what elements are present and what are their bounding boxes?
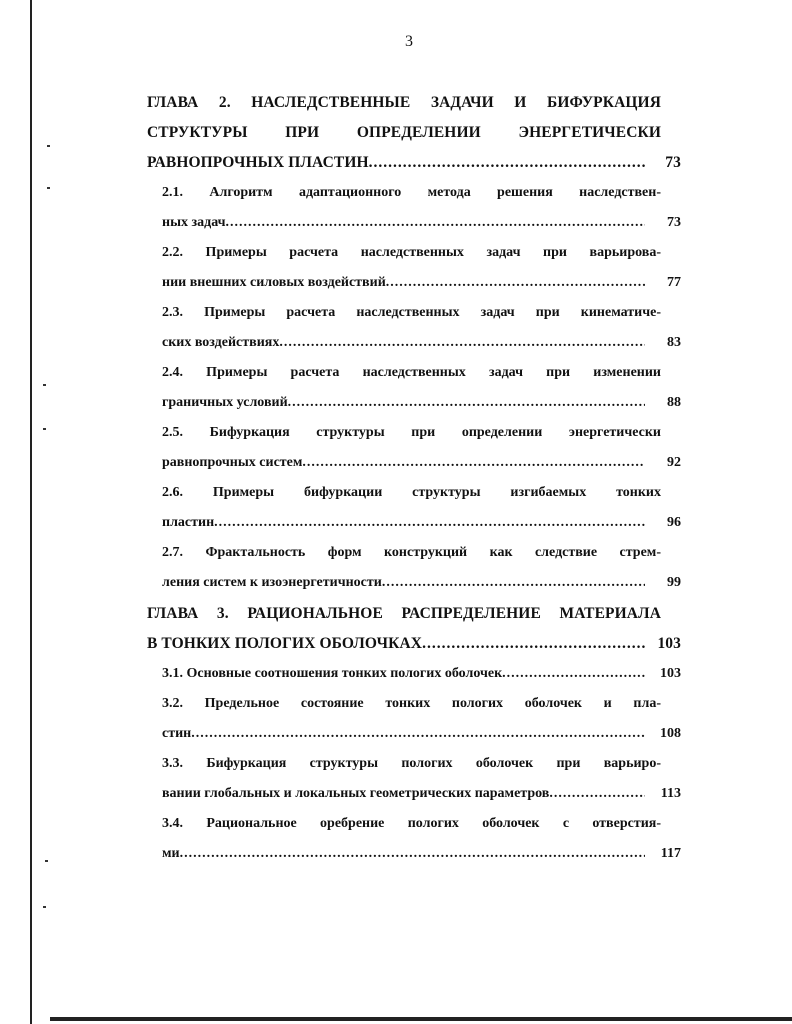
toc-entry-last-line xyxy=(162,448,681,478)
scan-left-edge xyxy=(30,0,32,1024)
dot-leader xyxy=(502,659,645,689)
toc-chapter-3 xyxy=(147,599,695,659)
toc-line: 2.1. Алгоритм адаптационного метода решения наследствен- xyxy=(162,185,661,200)
toc-entry-last-line xyxy=(162,779,681,809)
toc-section-3-2 xyxy=(147,689,695,749)
toc-section-2-5 xyxy=(147,418,695,478)
toc-section-2-4 xyxy=(147,358,695,418)
toc-page-number: 92 xyxy=(667,455,681,470)
toc-line: 2.2. Примеры расчета наследственных задач при варьирова- xyxy=(162,245,661,260)
toc-page-number: 96 xyxy=(667,515,681,530)
dot-leader xyxy=(288,388,645,418)
table-of-contents xyxy=(147,88,695,869)
dot-leader xyxy=(382,568,645,598)
toc-title: равнопрочных систем xyxy=(162,455,303,470)
dot-leader xyxy=(386,268,645,298)
toc-line: ГЛАВА 2. НАСЛЕДСТВЕННЫЕ ЗАДАЧИ И БИФУРКАЦИЯ xyxy=(147,94,661,111)
page-number: 3 xyxy=(405,33,413,50)
toc-section-3-3 xyxy=(147,749,695,809)
toc-title: граничных условий xyxy=(162,395,288,410)
toc-title: ных задач xyxy=(162,215,226,230)
toc-page-number: 108 xyxy=(660,726,681,741)
toc-page-number: 103 xyxy=(657,635,681,652)
toc-line: 3.3. Бифуркация структуры пологих оболочек при варьиро- xyxy=(162,756,661,771)
dot-leader xyxy=(191,719,645,749)
toc-title: РАВНОПРОЧНЫХ ПЛАСТИН xyxy=(147,154,369,171)
toc-page-number: 113 xyxy=(660,786,681,801)
dot-leader xyxy=(279,328,645,358)
toc-title: пластин xyxy=(162,515,215,530)
toc-entry-last-line xyxy=(162,719,681,749)
scan-speck xyxy=(45,860,48,862)
dot-leader xyxy=(369,148,645,178)
toc-line: 2.3. Примеры расчета наследственных задач при кинематиче- xyxy=(162,305,661,320)
toc-line: ГЛАВА 3. РАЦИОНАЛЬНОЕ РАСПРЕДЕЛЕНИЕ МАТЕРИАЛА xyxy=(147,605,661,622)
toc-section-2-6 xyxy=(147,478,695,538)
dot-leader xyxy=(422,629,645,659)
toc-line: 3.4. Рациональное оребрение пологих оболочек с отверстия- xyxy=(162,816,661,831)
toc-page-number: 103 xyxy=(660,666,681,681)
toc-line: 2.4. Примеры расчета наследственных задач при изменении xyxy=(162,365,661,380)
toc-page-number: 88 xyxy=(667,395,681,410)
toc-page-number: 99 xyxy=(667,575,681,590)
toc-entry-last-line xyxy=(162,839,681,869)
toc-section-2-2 xyxy=(147,238,695,298)
dot-leader xyxy=(180,839,645,869)
dot-leader xyxy=(549,779,645,809)
toc-line: 3.2. Предельное состояние тонких пологих оболочек и пла- xyxy=(162,696,661,711)
toc-section-3-4 xyxy=(147,809,695,869)
toc-title: стин xyxy=(162,726,192,741)
toc-line: СТРУКТУРЫ ПРИ ОПРЕДЕЛЕНИИ ЭНЕРГЕТИЧЕСКИ xyxy=(147,124,661,141)
dot-leader xyxy=(226,208,645,238)
toc-line: 2.6. Примеры бифуркации структуры изгибаемых тонких xyxy=(162,485,661,500)
toc-chapter-2 xyxy=(147,88,695,178)
toc-page-number: 77 xyxy=(667,275,681,290)
toc-page-number: 83 xyxy=(667,335,681,350)
toc-page-number: 73 xyxy=(665,154,681,171)
scan-speck xyxy=(43,384,46,386)
scan-bottom-edge xyxy=(50,1017,792,1021)
toc-page-number: 73 xyxy=(667,215,681,230)
scan-speck xyxy=(47,145,50,147)
toc-section-2-3 xyxy=(147,298,695,358)
scan-speck xyxy=(43,906,46,908)
toc-entry-last-line xyxy=(162,508,681,538)
toc-title: ских воздействиях xyxy=(162,335,280,350)
toc-title: нии внешних силовых воздействий xyxy=(162,275,386,290)
toc-page-number: 117 xyxy=(660,846,681,861)
toc-entry-last-line xyxy=(147,629,681,659)
dot-leader xyxy=(214,508,645,538)
toc-title: вании глобальных и локальных геометрических параметров xyxy=(162,786,550,801)
toc-entry-last-line xyxy=(162,659,681,689)
scan-speck xyxy=(47,187,50,189)
toc-line: 2.5. Бифуркация структуры при определении энергетически xyxy=(162,425,661,440)
toc-line: 2.7. Фрактальность форм конструкций как следствие стрем- xyxy=(162,545,661,560)
toc-entry-last-line xyxy=(162,328,681,358)
toc-title: ми xyxy=(162,846,180,861)
toc-section-3-1 xyxy=(147,659,695,689)
toc-entry-last-line xyxy=(162,268,681,298)
toc-entry-last-line xyxy=(162,388,681,418)
toc-section-2-7 xyxy=(147,538,695,598)
toc-entry-last-line xyxy=(162,568,681,598)
scan-speck xyxy=(43,428,46,430)
toc-entry-last-line xyxy=(162,208,681,238)
toc-title: ления систем к изоэнергетичности xyxy=(162,575,382,590)
dot-leader xyxy=(302,448,645,478)
toc-title: 3.1. Основные соотношения тонких пологих оболочек xyxy=(162,666,503,681)
toc-section-2-1 xyxy=(147,178,695,238)
toc-entry-last-line xyxy=(147,148,681,178)
toc-title: В ТОНКИХ ПОЛОГИХ ОБОЛОЧКАХ xyxy=(147,635,423,652)
